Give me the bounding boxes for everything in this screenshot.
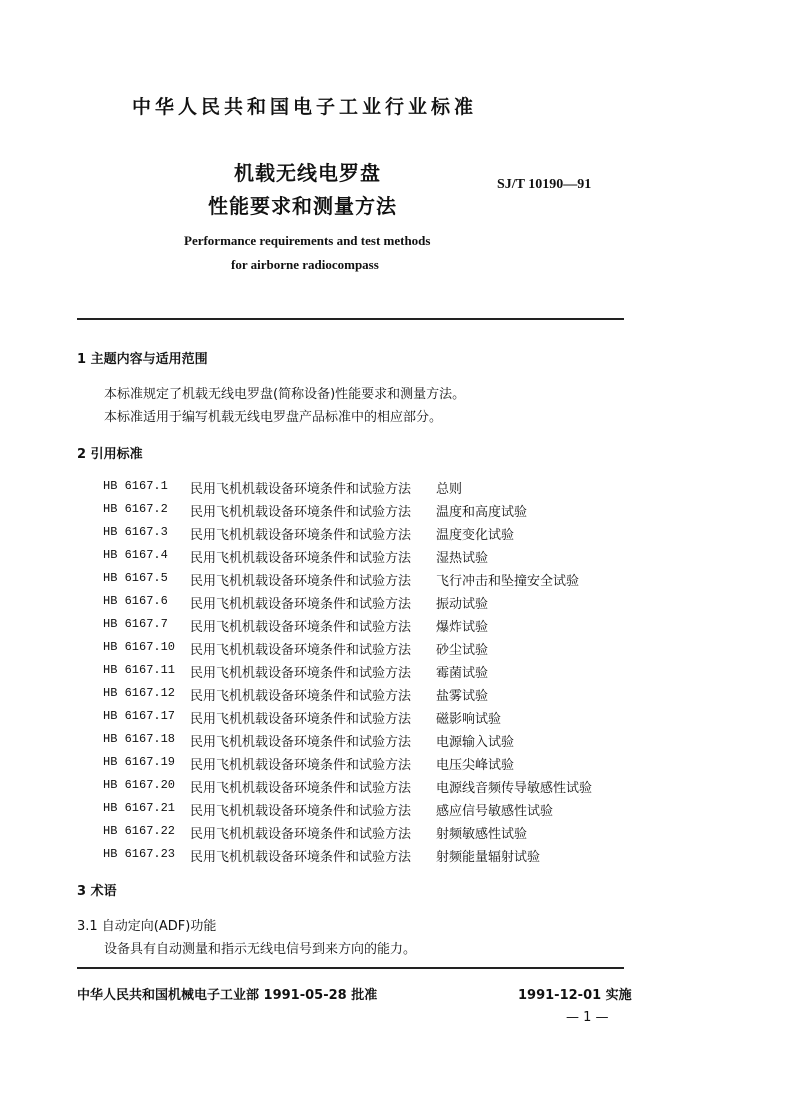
std-body: 民用飞机机载设备环境条件和试验方法	[190, 574, 412, 589]
std-body: 民用飞机机载设备环境条件和试验方法	[190, 528, 412, 543]
std-body: 民用飞机机载设备环境条件和试验方法	[190, 850, 412, 865]
std-test: 霉菌试验	[436, 666, 489, 681]
effective-date: 1991-12-01 实施	[518, 988, 632, 1003]
std-number: HB 6167.5	[103, 571, 168, 585]
std-body: 民用飞机机载设备环境条件和试验方法	[190, 827, 412, 842]
std-test: 飞行冲击和坠撞安全试验	[436, 574, 580, 589]
std-test: 射频敏感性试验	[436, 827, 528, 842]
std-test: 电源线音频传导敏感性试验	[436, 781, 593, 796]
std-number: HB 6167.7	[103, 617, 168, 631]
std-number: HB 6167.23	[103, 847, 176, 861]
std-body: 民用飞机机载设备环境条件和试验方法	[190, 620, 412, 635]
std-test: 砂尘试验	[436, 643, 489, 658]
std-body: 民用飞机机载设备环境条件和试验方法	[190, 758, 412, 773]
std-number: HB 6167.19	[103, 755, 176, 769]
std-test: 振动试验	[436, 597, 489, 612]
standard-category-header: 中华人民共和国电子工业行业标准	[132, 96, 478, 118]
std-test: 总则	[436, 482, 463, 497]
std-body: 民用飞机机载设备环境条件和试验方法	[190, 689, 412, 704]
english-title-line1: Performance requirements and test methods	[184, 233, 431, 248]
std-number: HB 6167.4	[103, 548, 168, 562]
page-number: — 1 —	[566, 1010, 609, 1025]
std-body: 民用飞机机载设备环境条件和试验方法	[190, 735, 412, 750]
section-1-paragraph-1: 本标准规定了机载无线电罗盘(简称设备)性能要求和测量方法。	[104, 387, 466, 402]
std-body: 民用飞机机载设备环境条件和试验方法	[190, 804, 412, 819]
std-number: HB 6167.11	[103, 663, 176, 677]
std-number: HB 6167.21	[103, 801, 176, 815]
std-body: 民用飞机机载设备环境条件和试验方法	[190, 551, 412, 566]
std-number: HB 6167.3	[103, 525, 168, 539]
doc-title-line2: 性能要求和测量方法	[208, 194, 397, 218]
std-body: 民用飞机机载设备环境条件和试验方法	[190, 643, 412, 658]
std-test: 爆炸试验	[436, 620, 489, 635]
std-test: 感应信号敏感性试验	[436, 804, 554, 819]
std-test: 电压尖峰试验	[436, 758, 515, 773]
std-test: 温度变化试验	[436, 528, 515, 543]
std-number: HB 6167.1	[103, 479, 168, 493]
std-number: HB 6167.22	[103, 824, 176, 838]
std-number: HB 6167.18	[103, 732, 176, 746]
english-title-line2: for airborne radiocompass	[231, 257, 379, 272]
std-test: 磁影响试验	[436, 712, 502, 727]
std-body: 民用飞机机载设备环境条件和试验方法	[190, 505, 412, 520]
doc-title-line1: 机载无线电罗盘	[234, 161, 381, 185]
section-1-heading: 1 主题内容与适用范围	[77, 352, 208, 367]
std-body: 民用飞机机载设备环境条件和试验方法	[190, 666, 412, 681]
std-test: 射频能量辐射试验	[436, 850, 541, 865]
std-number: HB 6167.6	[103, 594, 168, 608]
std-test: 电源输入试验	[436, 735, 515, 750]
std-number: HB 6167.2	[103, 502, 168, 516]
std-number: HB 6167.17	[103, 709, 176, 723]
std-number: HB 6167.20	[103, 778, 176, 792]
std-body: 民用飞机机载设备环境条件和试验方法	[190, 482, 412, 497]
std-test: 温度和高度试验	[436, 505, 528, 520]
section-3-1-body: 设备具有自动测量和指示无线电信号到来方向的能力。	[104, 942, 417, 957]
section-3-heading: 3 术语	[77, 884, 117, 899]
std-number: HB 6167.10	[103, 640, 176, 654]
section-3-1-heading: 3.1 自动定向(ADF)功能	[77, 919, 217, 934]
std-body: 民用飞机机载设备环境条件和试验方法	[190, 781, 412, 796]
std-test: 盐雾试验	[436, 689, 489, 704]
approval-line: 中华人民共和国机械电子工业部 1991-05-28 批准	[77, 988, 378, 1003]
std-number: HB 6167.12	[103, 686, 176, 700]
section-2-heading: 2 引用标准	[77, 447, 143, 462]
bottom-divider	[77, 967, 624, 969]
standard-code: SJ/T 10190—91	[497, 177, 592, 192]
section-1-paragraph-2: 本标准适用于编写机载无线电罗盘产品标准中的相应部分。	[104, 410, 443, 425]
std-body: 民用飞机机载设备环境条件和试验方法	[190, 712, 412, 727]
top-divider	[77, 318, 624, 320]
std-test: 湿热试验	[436, 551, 489, 566]
std-body: 民用飞机机载设备环境条件和试验方法	[190, 597, 412, 612]
